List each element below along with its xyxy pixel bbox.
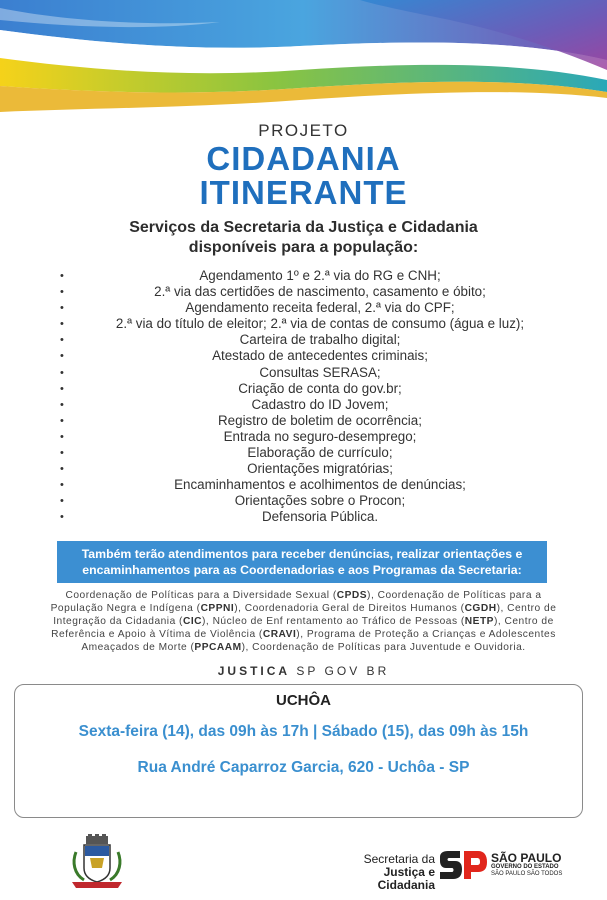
bullet-icon: • — [60, 495, 64, 508]
bullet-icon: • — [60, 318, 64, 331]
bullet-icon: • — [60, 398, 64, 411]
service-item: • Elaboração de currículo; — [60, 445, 393, 461]
bullet-icon: • — [60, 479, 64, 492]
event-city: UCHÔA — [276, 692, 331, 709]
service-item: • 2.ª via das certidões de nascimento, casamento e óbito; — [60, 284, 486, 300]
sp-name: SÃO PAULO — [491, 851, 562, 865]
service-item: • Agendamento receita federal, 2.ª via do CPF; — [60, 300, 455, 316]
secretaria-line1: Secretaria da — [363, 852, 435, 866]
bullet-icon: • — [60, 286, 64, 299]
event-address: Rua André Caparroz Garcia, 620 - Uchôa - SP — [137, 759, 470, 776]
service-item: • Consultas SERASA; — [60, 364, 381, 380]
service-item: • Agendamento 1º e 2.ª via do RG e CNH; — [60, 268, 441, 283]
service-item: • 2.ª via do título de eleitor; 2.ª via de contas de consumo (água e luz); — [60, 316, 525, 332]
services-heading — [0, 218, 607, 258]
service-item: • Entrada no seguro-desemprego; — [60, 428, 417, 444]
project-title-line1: CIDADANIA — [206, 140, 401, 177]
service-item: • Atestado de antecedentes criminais; — [60, 348, 428, 364]
municipal-crest-icon — [66, 834, 128, 892]
coordinations-paragraph — [10, 589, 597, 654]
bullet-icon: • — [60, 511, 64, 524]
coord-line: População Negra e Indígena (CPPNI), Coordenadoria Geral de Direitos Humanos (CGDH), Centro de — [50, 603, 557, 614]
secretaria-label — [325, 853, 435, 892]
coord-line: Integração da Cidadania (CIC), Núcleo de Enf rentamento ao Tráfico de Pessoas (NETP), Centro de — [53, 616, 554, 627]
coord-line: Ameaçados de Morte (PPCAAM), Coordenação de Políticas para Juventude e Ouvidoria. — [81, 642, 526, 653]
secretaria-line2: Justiça e Cidadania — [377, 865, 435, 892]
service-item: • Criação de conta do gov.br; — [60, 380, 402, 396]
bullet-icon: • — [60, 350, 64, 363]
project-title-line2: ITINERANTE — [199, 174, 408, 211]
coord-line: Coordenação de Políticas para a Diversidade Sexual (CPDS), Coordenação de Políticas para a — [65, 590, 542, 601]
service-item: • Orientações sobre o Procon; — [60, 493, 406, 509]
bullet-icon: • — [60, 366, 64, 379]
bullet-icon: • — [60, 463, 64, 476]
bullet-icon: • — [60, 430, 64, 443]
service-item: • Carteira de trabalho digital; — [60, 332, 401, 348]
coord-line: Referência e Apoio à Vítima de Violência (CRAVI), Programa de Proteção a Crianças e Adolescentes — [51, 629, 556, 640]
sp-government-name — [491, 852, 562, 878]
services-heading-line1: Serviços da Secretaria da Justiça e Cidadania — [129, 219, 478, 236]
service-item: • Orientações migratórias; — [60, 461, 393, 477]
bullet-icon: • — [60, 334, 64, 347]
services-heading-line2: disponíveis para a população: — [188, 239, 419, 256]
website-label: JUSTICA SP GOV BR — [217, 664, 390, 678]
service-item: • Encaminhamentos e acolhimentos de denúncias; — [60, 477, 466, 493]
banner-line2: encaminhamentos para as Coordenadorias e aos Programas da Secretaria: — [82, 563, 522, 577]
service-item: • Cadastro do ID Jovem; — [60, 396, 389, 412]
event-dates: Sexta-feira (14), das 09h às 17h | Sábado (15), das 09h às 15h — [78, 723, 529, 740]
sp-government-logo-icon — [438, 851, 488, 881]
banner-line1: Também terão atendimentos para receber denúncias, realizar orientações e — [81, 547, 523, 561]
bullet-icon: • — [60, 382, 64, 395]
bullet-icon: • — [60, 414, 64, 427]
bullet-icon: • — [60, 270, 64, 282]
service-item: • Registro de boletim de ocorrência; — [60, 412, 422, 428]
additional-services-banner — [57, 541, 547, 583]
service-item: • Defensoria Pública. — [60, 509, 379, 525]
services-list — [60, 268, 580, 526]
header-wave-graphic — [0, 0, 607, 125]
sp-sub2: SÃO PAULO SÃO TODOS — [491, 871, 563, 877]
bullet-icon: • — [60, 302, 64, 315]
bullet-icon: • — [60, 447, 64, 460]
sp-sub1: GOVERNO DO ESTADO — [491, 864, 559, 870]
project-label: PROJETO — [258, 121, 349, 140]
